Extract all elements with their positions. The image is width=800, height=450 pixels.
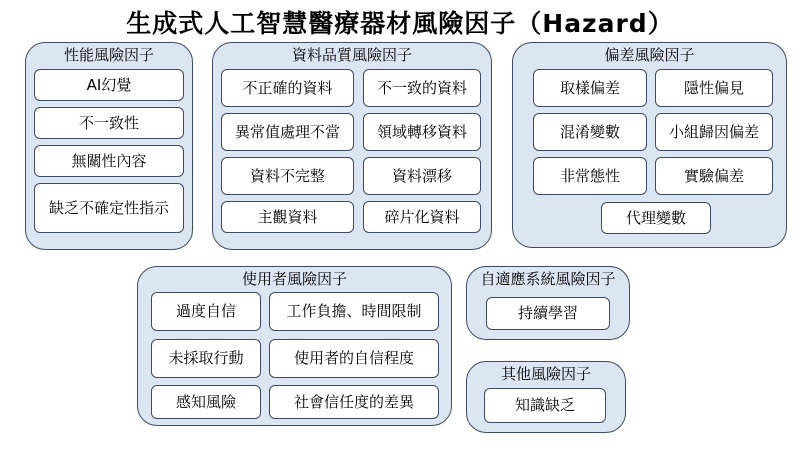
group-title-user: 使用者風險因子 bbox=[241, 270, 347, 288]
group-title-performance: 性能風險因子 bbox=[63, 46, 154, 64]
group-title-other: 其他風險因子 bbox=[500, 365, 591, 383]
group-data-quality bbox=[212, 42, 492, 250]
diagram-title: 生成式人工智慧醫療器材風險因子（Hazard） bbox=[126, 9, 674, 38]
item-overconfidence: 過度自信 bbox=[151, 292, 261, 331]
item-sampling-bias: 取樣偏差 bbox=[533, 69, 647, 107]
item-incomplete-data: 資料不完整 bbox=[221, 157, 354, 195]
item-confounding-variable: 混淆變數 bbox=[533, 113, 647, 151]
group-title-adaptive-system: 自適應系統風險因子 bbox=[480, 270, 616, 288]
item-subjective-data: 主觀資料 bbox=[221, 201, 354, 233]
item-user-confidence-level: 使用者的自信程度 bbox=[269, 339, 439, 378]
item-non-normality: 非常態性 bbox=[533, 157, 647, 195]
item-fragmented-data: 碎片化資料 bbox=[363, 201, 481, 233]
item-data-drift: 資料漂移 bbox=[363, 157, 481, 195]
item-workload-time-constraint: 工作負擔、時間限制 bbox=[269, 292, 439, 331]
group-other bbox=[466, 361, 626, 433]
group-title-data-quality: 資料品質風險因子 bbox=[291, 46, 412, 64]
item-perceived-risk: 感知風險 bbox=[151, 385, 261, 419]
group-adaptive-system bbox=[466, 266, 630, 340]
item-social-trust-difference: 社會信任度的差異 bbox=[269, 385, 439, 419]
item-group-attribution-bias: 小組歸因偏差 bbox=[655, 113, 773, 151]
item-experimental-bias: 實驗偏差 bbox=[655, 157, 773, 195]
item-continual-learning: 持續學習 bbox=[486, 297, 610, 330]
group-performance bbox=[25, 42, 193, 250]
group-user bbox=[137, 266, 452, 426]
item-no-action-taken: 未採取行動 bbox=[151, 339, 261, 378]
item-proxy-variable: 代理變數 bbox=[601, 202, 711, 234]
item-outlier-mishandling: 異常值處理不當 bbox=[221, 113, 354, 151]
group-title-bias: 偏差風險因子 bbox=[604, 46, 695, 64]
item-inconsistency: 不一致性 bbox=[34, 107, 184, 139]
item-incorrect-data: 不正確的資料 bbox=[221, 69, 354, 107]
item-inconsistent-data: 不一致的資料 bbox=[363, 69, 481, 107]
item-domain-shift-data: 領域轉移資料 bbox=[363, 113, 481, 151]
group-bias bbox=[512, 42, 787, 248]
item-ai-hallucination: AI幻覺 bbox=[34, 69, 184, 101]
item-implicit-bias: 隱性偏見 bbox=[655, 69, 773, 107]
item-irrelevant-content: 無關性內容 bbox=[34, 145, 184, 177]
item-lack-uncertainty-indication: 缺乏不確定性指示 bbox=[34, 183, 184, 233]
item-knowledge-lack: 知識缺乏 bbox=[484, 388, 606, 423]
